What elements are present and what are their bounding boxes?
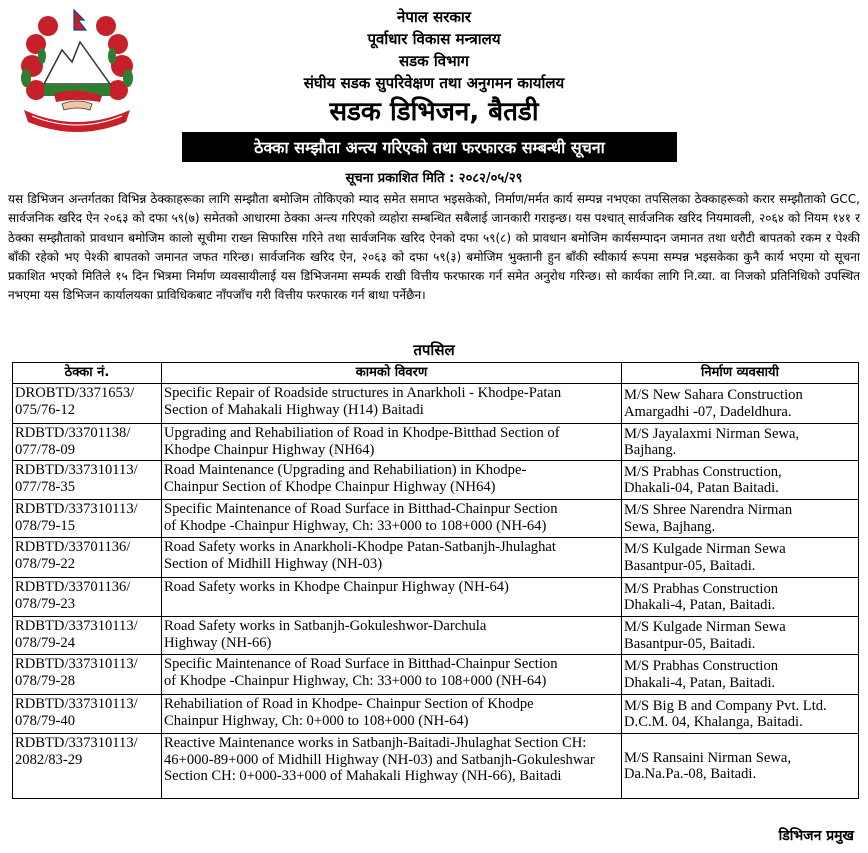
work-description-line: Highway (NH-66) [164, 634, 272, 651]
contractor-line: Basantpur-05, Baitadi. [624, 557, 756, 574]
table-row [13, 461, 859, 500]
table-row [13, 734, 859, 799]
contractor-line: Dhakali-4, Patan, Baitadi. [624, 597, 776, 613]
table-header-row [13, 363, 859, 384]
contractor-line: M/S Prabhas Construction [624, 658, 779, 674]
contract-no-cell [13, 500, 162, 538]
column-header-contract-no: ठेक्का नं. [13, 363, 162, 384]
contractor-line: M/S Kulgade Nirman Sewa [624, 541, 786, 557]
work-description-cell [162, 578, 622, 617]
contractor-line: Sewa, Bajhang. [624, 518, 716, 535]
contract-no-line: RDBTD/337310113/ [15, 735, 138, 751]
contractor-line: M/S Ransaini Nirman Sewa, [624, 749, 792, 766]
work-description-line: Specific Repair of Roadside structures in Anarkholi - Khodpe-Patan [164, 385, 562, 401]
contractor-cell [622, 617, 859, 655]
ministry-name: पूर्वाधार विकास मन्त्रालय [367, 30, 501, 48]
column-header-work: कामको विवरण [162, 363, 622, 384]
contract-no-line: RDBTD/33701136/ [15, 579, 131, 595]
contractor-line: M/S Jayalaxmi Nirman Sewa, [624, 425, 800, 442]
contract-no-line: RDBTD/337310113/ [15, 462, 138, 478]
contract-no-line: RDBTD/33701136/ [15, 539, 131, 555]
work-description-cell [162, 384, 622, 424]
work-description-line: Upgrading and Rehabiliation of Road in Khodpe-Bitthad Section of [164, 425, 560, 441]
work-description-line: Chainpur Highway, Ch: 0+000 to 108+000 (NH-64) [164, 712, 469, 729]
contractor-line: M/S Prabhas Construction, [624, 463, 782, 480]
contractor-cell [622, 538, 859, 578]
contract-no-line: RDBTD/337310113/ [15, 696, 138, 712]
work-description-line: Reactive Maintenance works in Satbanjh-Baitadi-Jhulaghat Section CH: [164, 735, 587, 751]
contract-no-line: 2082/83-29 [15, 751, 83, 768]
contract-no-cell [13, 461, 162, 500]
notice-title: ठेक्का सम्झौता अन्त्य गरिएको तथा फरफारक सम्बन्धी सूचना [182, 132, 677, 162]
work-description-line: Road Safety works in Satbanjh-Gokuleshwor-Darchula [164, 618, 487, 634]
table-row [13, 424, 859, 461]
table-row [13, 655, 859, 695]
contract-no-line: RDBTD/337310113/ [15, 656, 138, 672]
work-description-line: Khodpe Chainpur Highway (NH64) [164, 441, 375, 458]
contractor-line: Da.Na.Pa.-08, Baitadi. [624, 766, 757, 782]
table-row [13, 384, 859, 424]
work-description-line: Road Safety works in Anarkholi-Khodpe Patan-Satbanjh-Jhulaghat [164, 539, 556, 555]
work-description-line: Road Safety works in Khodpe Chainpur Highway (NH-64) [164, 579, 509, 595]
contract-no-cell [13, 578, 162, 617]
contract-no-line: RDBTD/337310113/ [15, 501, 138, 517]
contractor-line: M/S Kulgade Nirman Sewa [624, 619, 786, 635]
column-header-contractor: निर्माण व्यवसायी [622, 363, 859, 384]
work-description-line: Specific Maintenance of Road Surface in Bitthad-Chainpur Section [164, 656, 558, 672]
table-row [13, 578, 859, 617]
nepal-government-emblem [14, 6, 140, 132]
contract-no-line: DROBTD/3371653/ [15, 385, 135, 401]
contract-no-line: 078/79-23 [15, 595, 75, 612]
contractor-cell [622, 578, 859, 617]
work-description-cell [162, 461, 622, 500]
contract-no-line: RDBTD/337310113/ [15, 618, 138, 634]
contractor-line: M/S Prabhas Construction [624, 580, 779, 597]
work-description-cell [162, 695, 622, 734]
contractor-line: M/S Shree Narendra Nirman [624, 502, 793, 518]
contractor-cell [622, 461, 859, 500]
work-description-cell [162, 538, 622, 578]
contract-no-line: 075/76-12 [15, 401, 75, 418]
office-name: संघीय सडक सुपरिवेक्षण तथा अनुगमन कार्यालय [303, 74, 565, 92]
work-description-line: Specific Maintenance of Road Surface in Bitthad-Chainpur Section [164, 501, 558, 517]
work-description-line: of Khodpe -Chainpur Highway, Ch: 33+000 to 108+000 (NH-64) [164, 517, 547, 534]
contract-no-line: 078/79-24 [15, 634, 75, 651]
contractor-cell [622, 500, 859, 538]
contractor-cell [622, 384, 859, 424]
letterhead [150, 6, 718, 130]
contractor-cell [622, 424, 859, 461]
contract-no-cell [13, 655, 162, 695]
table-row [13, 500, 859, 538]
work-description-cell [162, 734, 622, 799]
table-row [13, 695, 859, 734]
contract-no-cell [13, 424, 162, 461]
work-description-cell [162, 617, 622, 655]
contractor-cell [622, 695, 859, 734]
work-description-line: Section of Mahakali Highway (H14) Baitadi [164, 401, 424, 418]
contract-no-cell [13, 617, 162, 655]
contract-no-line: 078/79-22 [15, 555, 75, 572]
work-description-cell [162, 424, 622, 461]
contractor-cell [622, 655, 859, 695]
contract-no-cell [13, 734, 162, 799]
division-name: सडक डिभिजन, बैतडी [329, 97, 539, 127]
contractor-line: Dhakali-04, Patan Baitadi. [624, 480, 779, 496]
signature-title: डिभिजन प्रमुख [778, 828, 854, 844]
government-name: नेपाल सरकार [397, 8, 471, 26]
table-row [13, 617, 859, 655]
work-description-cell [162, 655, 622, 695]
table-row [13, 538, 859, 578]
contract-no-cell [13, 384, 162, 424]
contract-no-cell [13, 538, 162, 578]
work-description-line: 46+000-89+000 of Midhill Highway (NH-03) and Satbanjh-Gokuleshwar [164, 751, 595, 768]
contractor-cell [622, 734, 859, 799]
contract-no-line: 077/78-09 [15, 441, 75, 458]
department-name: सडक विभाग [398, 52, 469, 70]
work-description-line: Section of Midhill Highway (NH-03) [164, 555, 383, 572]
published-date: सूचना प्रकाशित मिति : २०८२/०५/२९ [345, 171, 523, 186]
contract-no-line: RDBTD/33701138/ [15, 425, 131, 441]
notice-body: यस डिभिजन अन्तर्गतका विभिन्न ठेक्काहरूका लागि सम्झौता बमोजिम तोकिएको म्याद समेत समाप्त भइसकेको, निर्माण/मर्मत कार्य सम्पन्न नभएका तपसिलका ठेक्काहरूको करार सम्झौताको GCC, सार्वजनिक खरिद ऐन २०६३ को दफा ५९(७) समेतको आधारमा ठेक्का अन्त्य गरिएको व्यहोरा सम्बन्धित सबैलाई जानकारी गराइन्छ। यस पश्चात् सार्वजनिक खरिद नियमावली, २०६४ को नियम १४१ र ठेक्का सम्झौताको प्रावधान बमोजिम कालो सूचीमा राख्न सिफारिस गरिने तथा सार्वजनिक खरिद ऐनको दफा ५९(८) को प्रावधान बमोजिम कार्यसम्पादन जमानत तथा धरौटी बापतको रकम र पेश्की बाँकी रहेको भए पेश्की बापतको जमानत जफत गरिन्छ। सार्वजनिक खरिद ऐन, २०६३ को दफा ५९(३) बमोजिम भुक्तानी हुन बाँकी स्वीकार्य रूपमा सम्पन्न भइसकेका कुनै कार्य भएमा यो सूचना प्रकाशित भएको मितिले १५ दिन भित्रमा निर्माण व्यवसायीलाई यस डिभिजनमा सम्पर्क राखी वित्तीय फरफारक गर्न समेत अनुरोध गरिन्छ। सो कार्यका लागि नि.व्या. वा निजको प्रतिनिधिको उपस्थित नभएमा यस डिभिजन कार्यालयका प्राविधिकबाट नाँपजाँच गरी वित्तीय फरफारक गर्न बाधा पर्नेछैन। [8, 192, 860, 303]
work-description-line: Rehabiliation of Road in Khodpe- Chainpur Section of Khodpe [164, 696, 534, 712]
contractor-line: D.C.M. 04, Khalanga, Baitadi. [624, 714, 803, 730]
contractor-line: M/S Big B and Company Pvt. Ltd. [624, 697, 827, 714]
contractor-line: Basantpur-05, Baitadi. [624, 635, 756, 652]
work-description-line: Chainpur Section of Khodpe Chainpur Highway (NH64) [164, 478, 496, 495]
contracts-table [12, 362, 859, 799]
contract-no-line: 078/79-15 [15, 517, 75, 534]
contractor-line: Amargadhi -07, Dadeldhura. [624, 403, 792, 420]
work-description-line: Road Maintenance (Upgrading and Rehabiliation) in Khodpe- [164, 462, 527, 478]
contractor-line: M/S New Sahara Construction [624, 387, 803, 403]
work-description-line: Section CH: 0+000-33+000 of Mahakali Highway (NH-66), Baitadi [164, 768, 562, 784]
work-description-line: of Khodpe -Chainpur Highway, Ch: 33+000 to 108+000 (NH-64) [164, 672, 547, 689]
contract-no-cell [13, 695, 162, 734]
contract-no-line: 078/79-28 [15, 672, 75, 689]
contractor-line: Dhakali-4, Patan, Baitadi. [624, 674, 776, 691]
details-heading: तपसिल [413, 341, 455, 359]
work-description-cell [162, 500, 622, 538]
contract-no-line: 078/79-40 [15, 712, 75, 729]
contract-no-line: 077/78-35 [15, 478, 75, 495]
contractor-line: Bajhang. [624, 442, 677, 458]
